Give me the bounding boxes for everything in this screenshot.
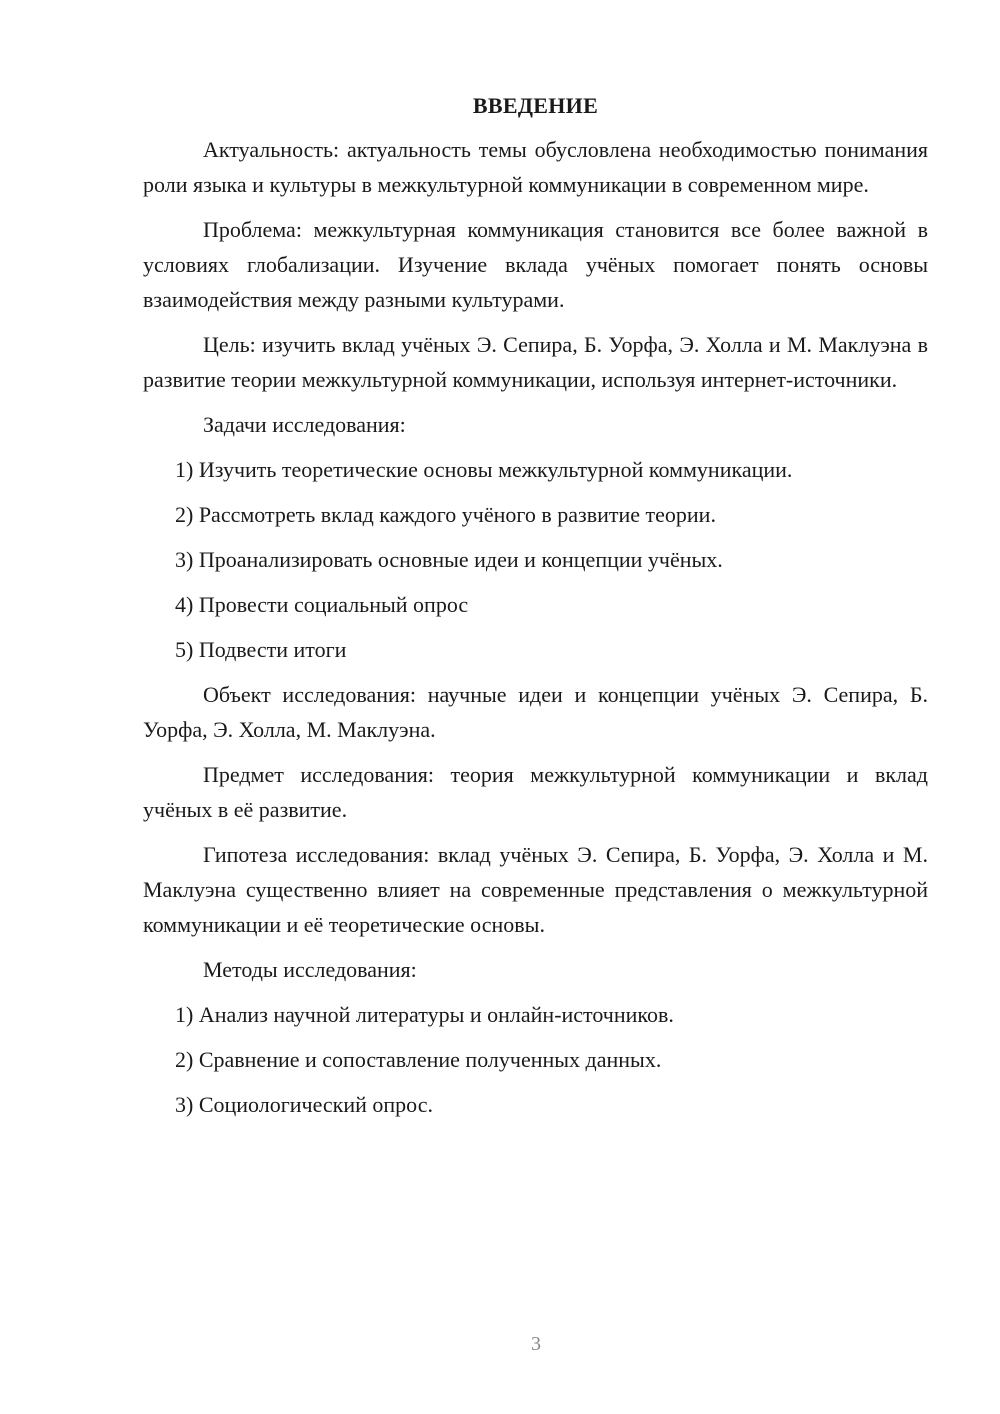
list-item: 4) Провести социальный опрос [175,592,469,617]
list-item: 3) Социологический опрос. [175,1092,433,1117]
list-item: 3) Проанализировать основные идеи и концепции учёных. [175,547,723,572]
list-item: 1) Изучить теоретические основы межкультурной коммуникации. [175,457,793,482]
tasks-label: Задачи исследования: [203,412,406,437]
subject-paragraph: Предмет исследования: теория межкультурной коммуникации и вклад учёных в её развитие. [143,762,928,822]
hypothesis-paragraph: Гипотеза исследования: вклад учёных Э. Сепира, Б. Уорфа, Э. Холла и М. Маклуэна существенно влияет на современные представления о межкультурной коммуникации и её теоретические основы. [143,842,928,937]
methods-list [143,997,928,1122]
document-page [143,92,928,1132]
page-number: 3 [531,1333,541,1355]
list-item: 1) Анализ научной литературы и онлайн-источников. [175,1002,674,1027]
list-item: 5) Подвести итоги [175,637,347,662]
methods-label: Методы исследования: [203,957,417,982]
goal-paragraph: Цель: изучить вклад учёных Э. Сепира, Б. Уорфа, Э. Холла и М. Маклуэна в развитие теории межкультурной коммуникации, используя интернет-источники. [143,332,928,392]
relevance-paragraph: Актуальность: актуальность темы обусловлена необходимостью понимания роли языка и культуры в межкультурной коммуникации в современном мире. [143,137,928,197]
problem-paragraph: Проблема: межкультурная коммуникация становится все более важной в условиях глобализации. Изучение вклада учёных помогает понять основы взаимодействия между разными культурами. [143,217,928,312]
tasks-list [143,452,928,667]
list-item: 2) Рассмотреть вклад каждого учёного в развитие теории. [175,502,716,527]
section-heading: ВВЕДЕНИЕ [472,93,599,118]
list-item: 2) Сравнение и сопоставление полученных данных. [175,1047,662,1072]
object-paragraph: Объект исследования: научные идеи и концепции учёных Э. Сепира, Б. Уорфа, Э. Холла, М. Маклуэна. [143,682,928,742]
